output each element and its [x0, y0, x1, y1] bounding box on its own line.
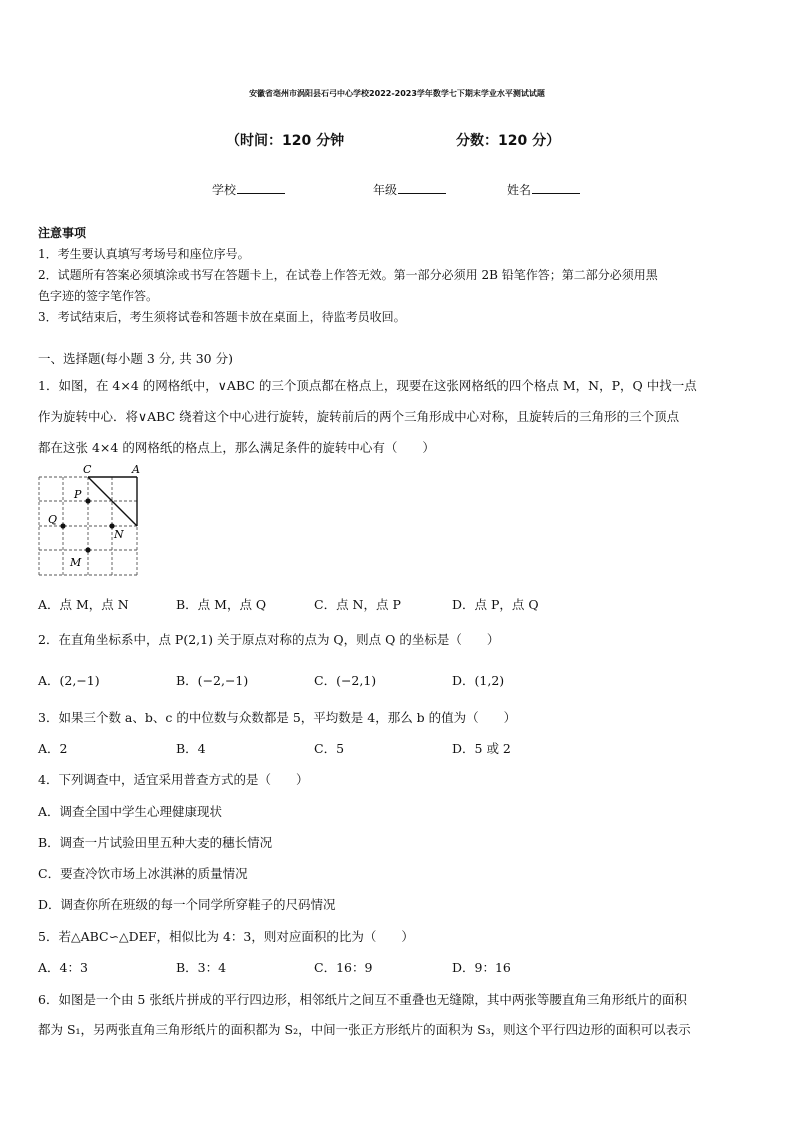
q4-option-d: D．调查你所在班级的每一个同学所穿鞋子的尺码情况	[38, 897, 336, 912]
q3-option-d: D．5 或 2	[452, 741, 511, 756]
point-m	[85, 547, 90, 552]
q1-option-d: D．点 P，点 Q	[452, 597, 539, 612]
point-p	[85, 498, 90, 503]
score-label: 分数：120 分）	[456, 133, 561, 149]
q5-option-c: C．16：9	[314, 960, 373, 975]
label-q: Q	[48, 513, 58, 526]
name-label: 姓名	[507, 183, 532, 197]
note-item: 1．考生要认真填写考场号和座位序号。	[38, 247, 250, 261]
point-q	[60, 523, 65, 528]
q2-line: 2．在直角坐标系中，点 P(2,1) 关于原点对称的点为 Q，则点 Q 的坐标是（ ）	[38, 632, 500, 647]
school-label: 学校	[212, 183, 237, 197]
section-heading: 一、选择题(每小题 3 分, 共 30 分)	[38, 351, 233, 366]
q5-line: 5．若△ABC∽△DEF，相似比为 4：3，则对应面积的比为（ ）	[38, 929, 414, 944]
label-c: C	[83, 463, 92, 476]
exam-title: 安徽省亳州市涡阳县石弓中心学校2022-2023学年数学七下期末学业水平测试试题	[249, 89, 545, 98]
note-item: 色字迹的签字笔作答。	[38, 289, 159, 303]
label-a: A	[132, 463, 140, 476]
q3-option-b: B．4	[176, 741, 206, 756]
q3-option-a: A．2	[38, 741, 68, 756]
q1-option-a: A．点 M，点 N	[38, 597, 129, 612]
school-field	[212, 181, 285, 198]
q1-line: 都在这张 4×4 的网格纸的格点上，那么满足条件的旋转中心有（ ）	[38, 440, 435, 455]
notes-heading: 注意事项	[38, 226, 87, 240]
q3-option-c: C．5	[314, 741, 345, 756]
grade-field	[373, 181, 446, 198]
time-label: （时间：120 分钟	[226, 133, 345, 149]
triangle-abc	[88, 477, 137, 526]
q5-option-b: B．3：4	[176, 960, 227, 975]
q4-option-c: C．要查冷饮市场上冰淇淋的质量情况	[38, 866, 248, 881]
q5-option-a: A．4：3	[38, 960, 88, 975]
name-blank	[532, 181, 580, 194]
label-p: P	[74, 488, 82, 501]
label-m: M	[70, 556, 82, 569]
label-n: N	[114, 528, 124, 541]
q2-option-b: B．(−2,−1)	[176, 673, 249, 688]
q4-option-b: B．调查一片试验田里五种大麦的穗长情况	[38, 835, 273, 850]
school-blank	[237, 181, 285, 194]
q1-line: 1．如图，在 4×4 的网格纸中，∨ABC 的三个顶点都在格点上，现要在这张网格纸的四个格点 M，N，P，Q 中找一点	[38, 378, 697, 393]
q4-line: 4．下列调查中，适宜采用普查方式的是（ ）	[38, 772, 309, 787]
q2-option-d: D．(1,2)	[452, 673, 505, 688]
note-item: 2．试题所有答案必须填涂或书写在答题卡上，在试卷上作答无效。第一部分必须用 2B 铅笔作答；第二部分必须用黑	[38, 268, 658, 282]
q1-option-c: C．点 N，点 P	[314, 597, 401, 612]
grid-figure	[30, 460, 150, 582]
note-item: 3．考试结束后，考生须将试卷和答题卡放在桌面上，待监考员收回。	[38, 310, 406, 324]
name-field	[507, 181, 580, 198]
q6-line: 都为 S₁，另两张直角三角形纸片的面积都为 S₂，中间一张正方形纸片的面积为 S₃，则这个平行四边形的面积可以表示	[38, 1022, 691, 1037]
q5-option-d: D．9：16	[452, 960, 511, 975]
q1-line: 作为旋转中心．将∨ABC 绕着这个中心进行旋转，旋转前后的两个三角形成中心对称，且旋转后的三角形的三个顶点	[38, 409, 680, 424]
grade-blank	[398, 181, 446, 194]
grade-label: 年级	[373, 183, 398, 197]
q2-option-c: C．(−2,1)	[314, 673, 377, 688]
q2-option-a: A．(2,−1)	[38, 673, 100, 688]
q4-option-a: A．调查全国中学生心理健康现状	[38, 804, 223, 819]
q6-line: 6．如图是一个由 5 张纸片拼成的平行四边形，相邻纸片之间互不重叠也无缝隙，其中两张等腰直角三角形纸片的面积	[38, 992, 687, 1007]
q3-line: 3．如果三个数 a、b、c 的中位数与众数都是 5，平均数是 4，那么 b 的值为（ ）	[38, 710, 517, 725]
q1-option-b: B．点 M，点 Q	[176, 597, 267, 612]
